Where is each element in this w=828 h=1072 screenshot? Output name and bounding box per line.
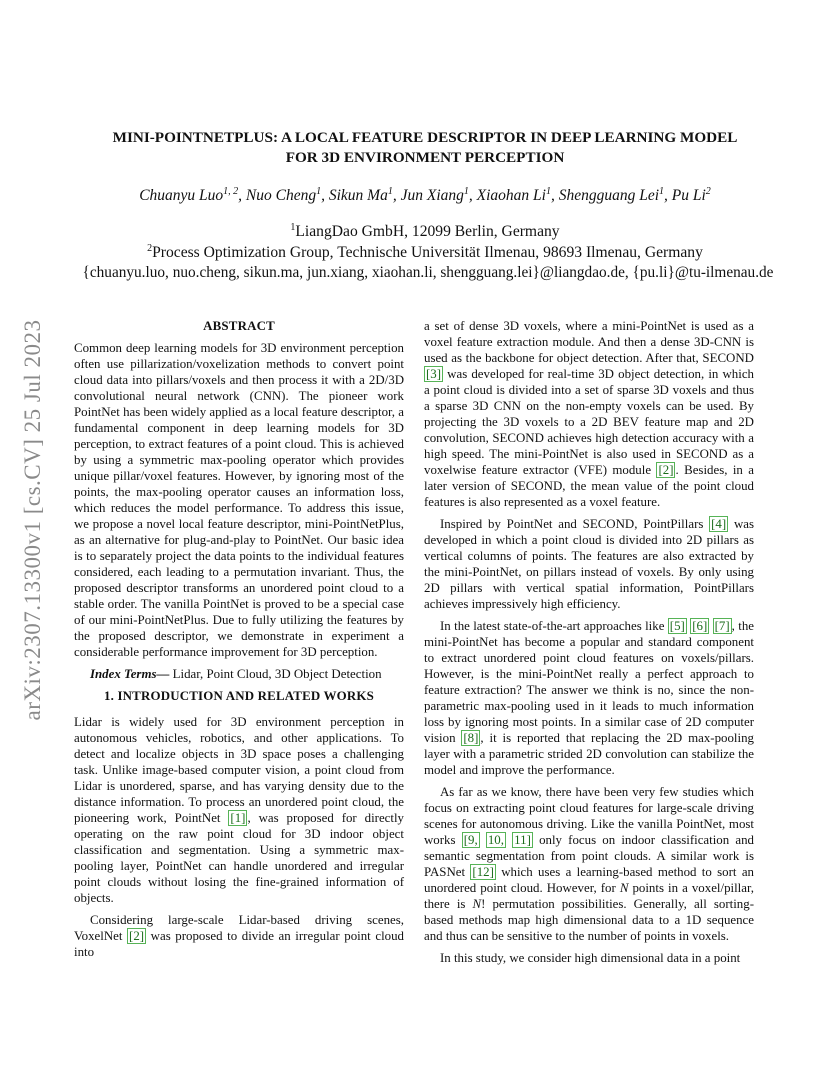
- affiliation-mark: 1: [290, 222, 296, 233]
- citation-link[interactable]: [3]: [426, 367, 442, 381]
- author-name: Pu Li: [671, 187, 706, 205]
- author-affiliation-mark: 1: [545, 186, 551, 197]
- author-affiliation-mark: 1: [387, 186, 393, 197]
- title-line-1: MINI-POINTNETPLUS: A LOCAL FEATURE DESCRIPTOR IN DEEP LEARNING MODEL: [112, 129, 738, 146]
- affiliation-mark: 2: [147, 243, 153, 254]
- citation-link[interactable]: 11]: [514, 833, 531, 847]
- author-affiliation-mark: 1: [659, 186, 665, 197]
- body-paragraph: As far as we know, there have been very few studies which focus on extracting point cloud features for large-scale driving scenes for autonomous driving. Like the vanilla PointNet, most works [9, 10, 11] only focus on indoor classification and semantic segmentation from point clouds. A similar work is PASNet [12] which uses a learning-based method to sort an unordered point cloud. However, for N points in a voxel/pillar, there is N! permutation possibilities. Generally, all sorting-based methods map high dimensional data to a 1D sequence and thus can be sensitive to the number of points in voxels.: [424, 785, 754, 943]
- author-affiliation-mark: 1: [463, 186, 469, 197]
- body-paragraph: Considering large-scale Lidar-based driving scenes, VoxelNet [2] was proposed to divide an irregular point cloud into: [74, 913, 404, 959]
- right-column: [424, 318, 754, 972]
- affiliation-text: Process Optimization Group, Technische Universität Ilmenau, 98693 Ilmenau, Germany: [152, 244, 703, 262]
- affiliation-2: [40, 243, 810, 262]
- body-paragraph: In the latest state-of-the-art approaches like [5] [6] [7] , the mini-PointNet has become a popular and standard component to extract unordered point cloud features on voxels/pillars. However, is the mini-PointNet really a perfect approach to feature extraction? The answer we think is no, since the non-parametric max-pooling used in it leads to much information loss by ignoring most points. In a similar case of 2D computer vision [8] , it is reported that replacing the 2D max-pooling layer with a parametric strided 2D convolution can stabilize the model and improve the performance.: [424, 619, 754, 777]
- abstract-heading: ABSTRACT: [203, 319, 275, 333]
- author-name: Chuanyu Luo: [139, 187, 224, 205]
- author-name: Jun Xiang: [400, 187, 464, 205]
- math-symbol: N: [619, 881, 629, 895]
- author-name: Xiaohan Li: [476, 187, 546, 205]
- index-terms-text: Lidar, Point Cloud, 3D Object Detection: [172, 667, 382, 681]
- body-paragraph: a set of dense 3D voxels, where a mini-PointNet is used as a voxel feature extraction module. And then a dense 3D-CNN is used as the backbone for object detection. After that, SECOND [3] was developed for real-time 3D object detection, in which a point cloud is divided into a set of sparse 3D voxels and thus a sparse 3D CNN on the non-empty voxels can be used. By projecting the 3D voxels to a 2D BEV feature map and 2D convolution, SECOND achieves high detection accuracy with a high speed. The mini-PointNet is also used in SECOND as a voxelwise feature extractor (VFE) module [2] . Besides, in a later version of SECOND, the mean value of the point cloud features is also represented as a voxel feature.: [424, 319, 754, 509]
- body-paragraph: Inspired by PointNet and SECOND, PointPillars [4] was developed in which a point cloud is divided into 2D pillars as vertical columns of points. The features are also extracted by the mini-PointNet, on pillars instead of voxels. By only using 2D pillars with vertical spatial information, PointPillars achieves impressively high efficiency.: [424, 517, 754, 611]
- abstract-text: Common deep learning models for 3D environment perception often use pillarization/voxelization methods to convert point cloud data into pillars/voxels and then process it with a 2D/3D convolutional neural network (CNN). The pioneer work PointNet has been widely applied as a local feature descriptor, a fundamental component in deep learning models for 3D perception, to extract features of a point cloud. This is achieved by using a symmetric max-pooling operator which provides unique pillar/voxel features. However, by ignoring most of the points, the max-pooling operator causes an information loss, which reduces the model performance. To address this issue, we propose a novel local feature descriptor, mini-PointNetPlus, as an alternative for plug-and-play to PointNet. Our basic idea is to separately project the data points to the individual features considered, each leading to a permutation invariant. Thus, the proposed descriptor transforms an unordered point cloud to a stable order. The vanilla PointNet is proved to be a special case of our mini-PointNetPlus. Due to fully utilizing the features by the proposed descriptor, we demonstrate in experiment a considerable performance improvement for 3D perception.: [74, 341, 404, 659]
- author-affiliation-mark: 2: [705, 186, 711, 197]
- body-paragraph: In this study, we consider high dimensional data in a point: [440, 951, 741, 965]
- left-column: [74, 318, 404, 966]
- index-terms-label: Index Terms—: [90, 667, 170, 681]
- citation-link[interactable]: 10,: [487, 833, 504, 847]
- section-heading: 1. INTRODUCTION AND RELATED WORKS: [103, 689, 375, 703]
- author-list: Chuanyu Luo$^{1, 2}$, Nuo Cheng$^1$, Sikun Ma$^1$, Jun Xiang$^1$, Xiaohan Li$^1$, Shengguang Lei$^1$, Pu Li$^2$: [139, 186, 711, 205]
- body-paragraph: Lidar is widely used for 3D environment perception in autonomous vehicles, robotics, and other applications. To detect and localize objects in 3D space poses a challenging task. Unlike image-based computer vision, a point cloud from Lidar is unordered, sparse, and has varying density due to the distance information. To process an unordered point cloud, the pioneering work, PointNet [1] , was proposed for directly operating on the raw point cloud for 3D indoor object classification and segmentation. Using a symmetric max-pooling layer, PointNet can handle unordered and irregular point clouds without losing the fine-grained information of objects.: [74, 715, 404, 905]
- citation-link[interactable]: [6]: [692, 619, 708, 633]
- affiliation-1: [40, 222, 810, 241]
- citation-link[interactable]: [7]: [714, 619, 730, 633]
- author-name: Nuo Cheng: [245, 187, 317, 205]
- author-name: Shengguang Lei: [558, 187, 660, 205]
- citation-link[interactable]: [12]: [472, 865, 494, 879]
- author-emails: {chuanyu.luo, nuo.cheng, sikun.ma, jun.xiang, xiaohan.li, shengguang.lei}@liangdao.de, {pu.li}@tu-ilmenau.de: [82, 264, 774, 281]
- citation-link[interactable]: [4]: [711, 517, 727, 531]
- author-name: Sikun Ma: [328, 187, 388, 205]
- arxiv-sidebar: [14, 300, 52, 740]
- citation-link[interactable]: [5]: [669, 619, 685, 633]
- citation-link[interactable]: [1]: [230, 811, 246, 825]
- title-line-2: FOR 3D ENVIRONMENT PERCEPTION: [285, 149, 565, 166]
- paper-title: [60, 128, 790, 168]
- citation-link[interactable]: [8]: [463, 731, 479, 745]
- index-terms: [74, 666, 404, 682]
- arxiv-identifier: arXiv:2307.13300v1 [cs.CV] 25 Jul 2023: [20, 319, 45, 721]
- author-affiliation-mark: 1, 2: [223, 186, 239, 197]
- citation-link[interactable]: [2]: [129, 929, 145, 943]
- math-symbol: N: [472, 897, 482, 911]
- affiliation-text: LiangDao GmbH, 12099 Berlin, Germany: [295, 223, 560, 241]
- author-affiliation-mark: 1: [316, 186, 322, 197]
- citation-link[interactable]: [2]: [658, 463, 674, 477]
- citation-link[interactable]: [9,: [463, 833, 478, 847]
